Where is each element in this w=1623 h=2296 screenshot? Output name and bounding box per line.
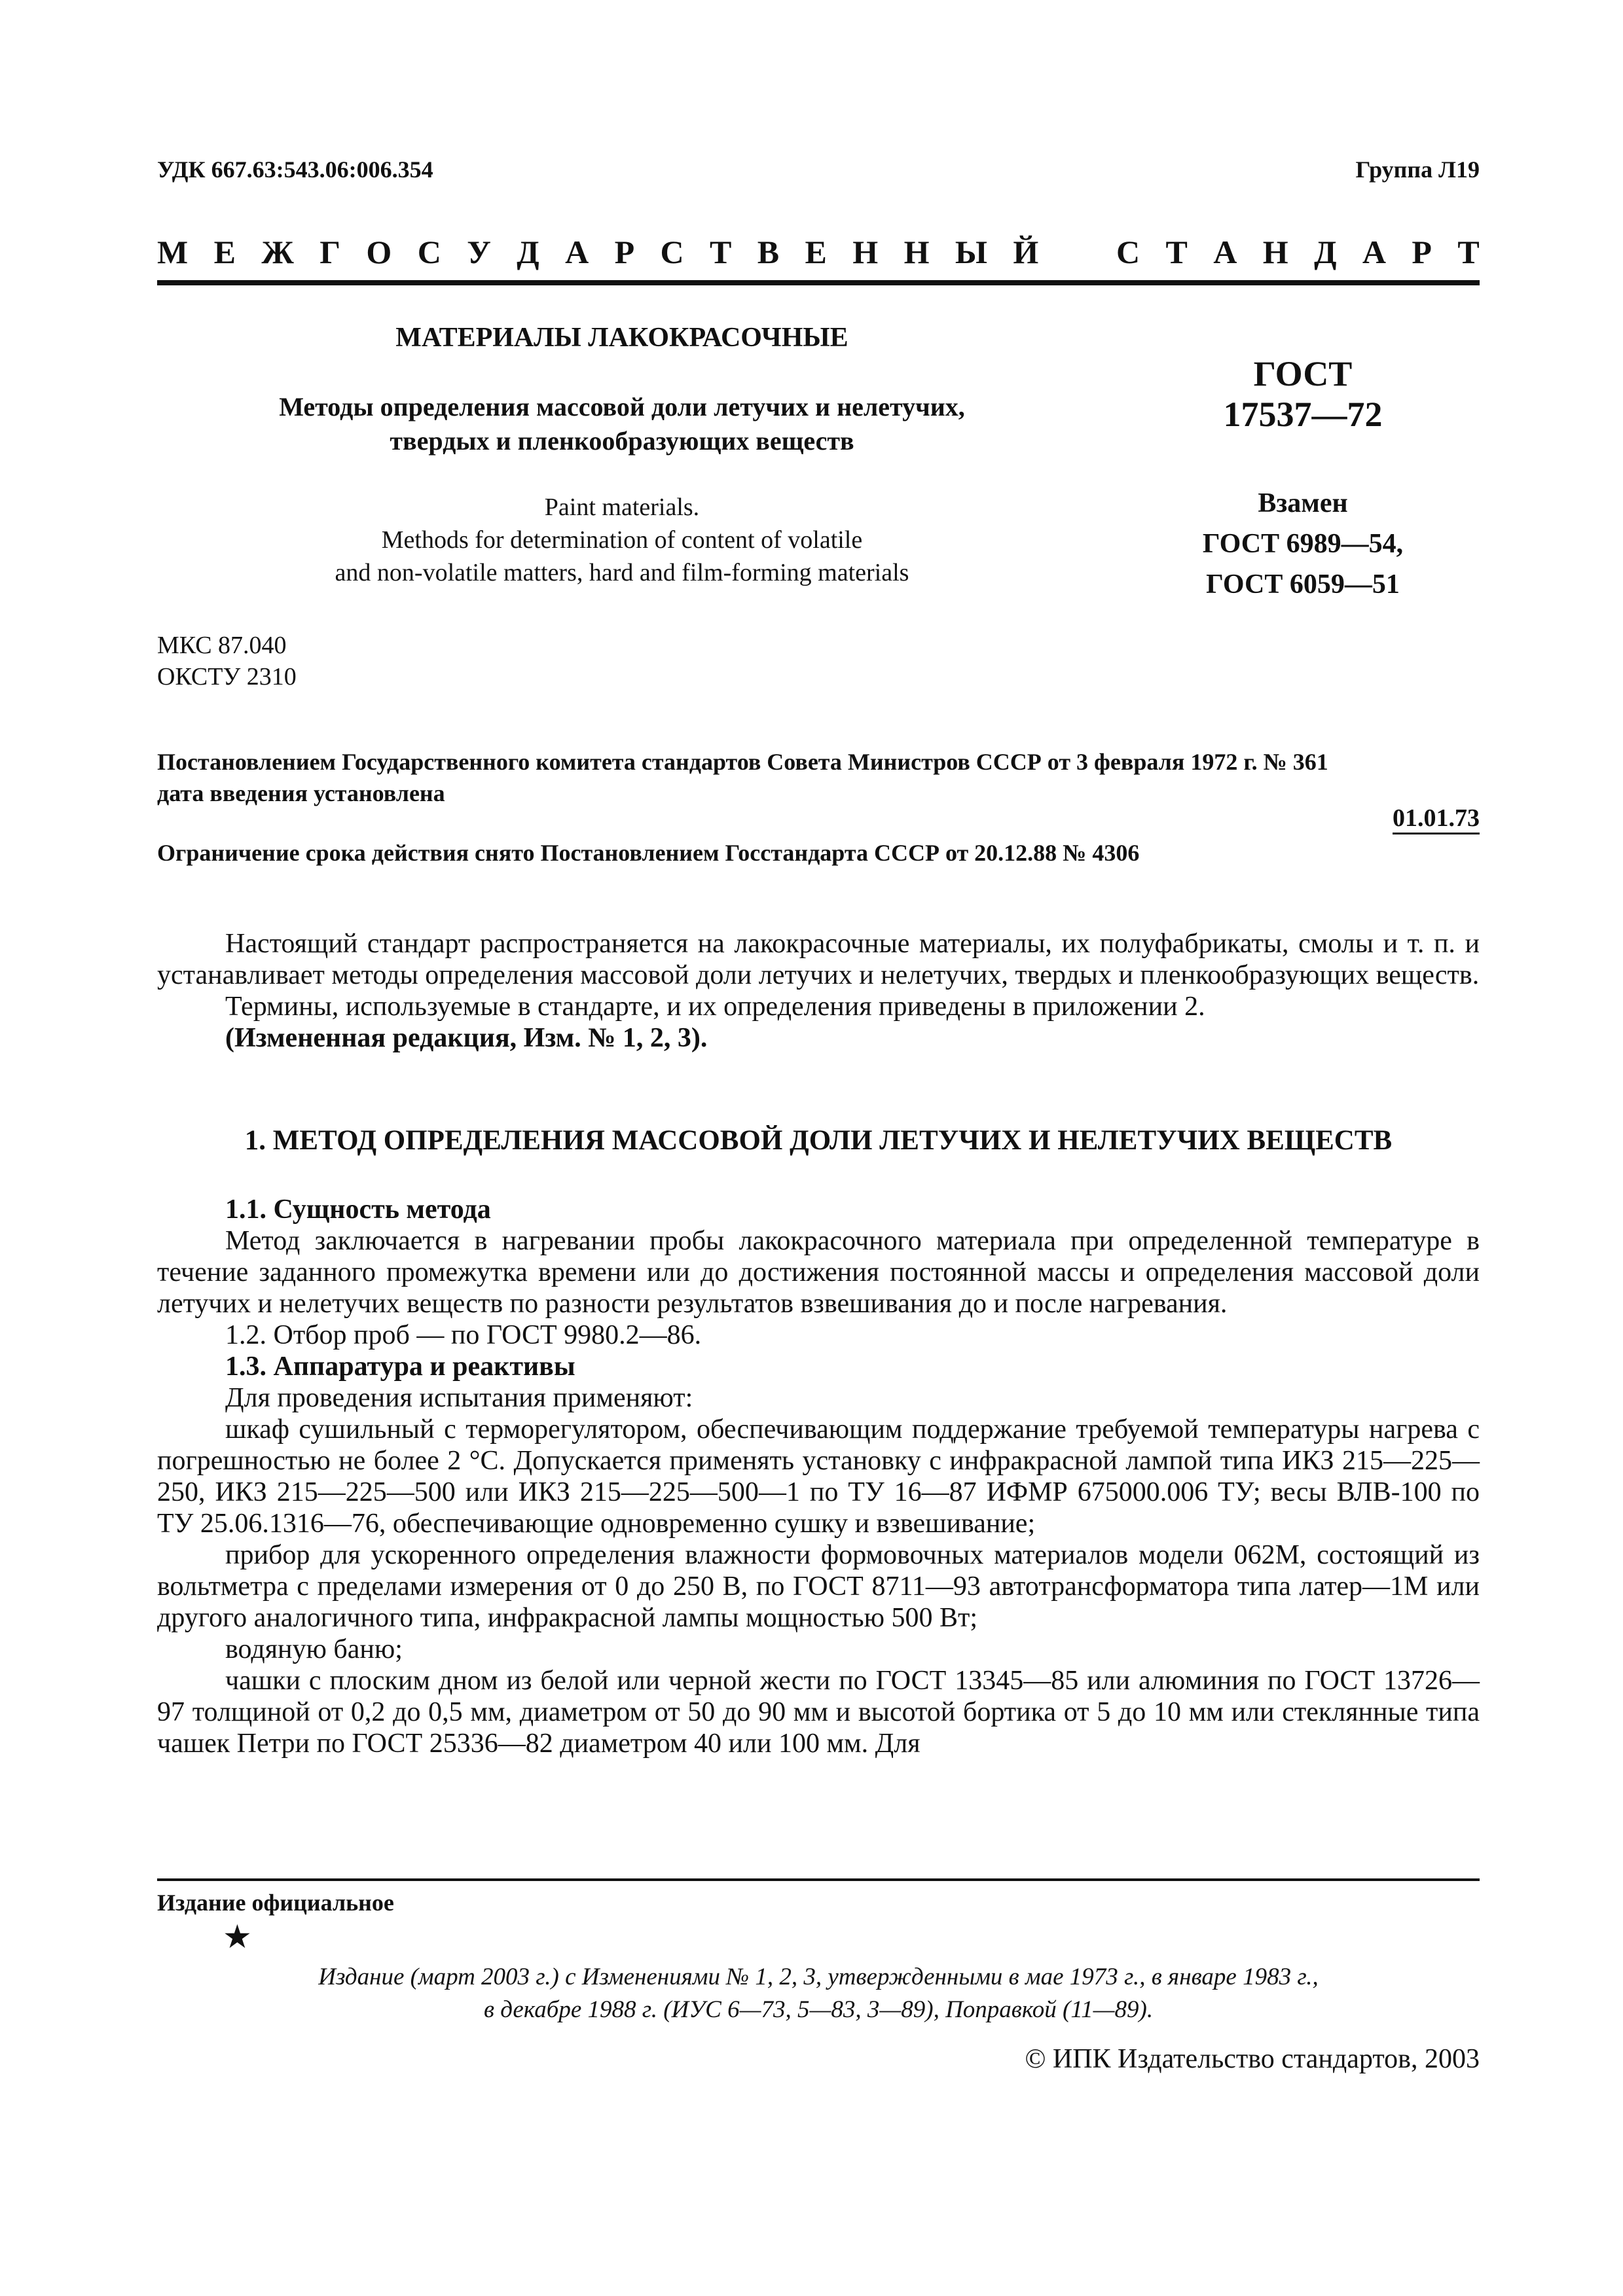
gost-number: 17537—72 xyxy=(1223,395,1383,434)
doc-title: МАТЕРИАЛЫ ЛАКОКРАСОЧНЫЕ xyxy=(395,323,848,353)
subsection-heading: 1.3. Аппаратура и реактивы xyxy=(225,1352,575,1382)
heading-letter: М xyxy=(157,234,189,270)
standard-type-heading xyxy=(157,233,1480,271)
heading-letter: А xyxy=(1362,234,1386,270)
replaces-gost: ГОСТ 6989—54, xyxy=(1202,529,1404,559)
edition-note-line: Издание (март 2003 г.) с Изменениями № 1, 2, 3, утвержденными в мае 1973 г., в январе 1983 г., xyxy=(318,1964,1319,1990)
subsection-heading: 1.1. Сущность метода xyxy=(225,1194,491,1225)
copyright: © ИПК Издательство стандартов, 2003 xyxy=(1025,2044,1480,2074)
heading-letter: С xyxy=(1116,234,1140,270)
mks-code: МКС 87.040 xyxy=(157,632,287,659)
decree-block xyxy=(157,746,1480,809)
heading-letter: В xyxy=(757,234,780,270)
heading-letter: Д xyxy=(517,234,539,270)
amendment-note: (Измененная редакция, Изм. № 1, 2, 3). xyxy=(225,1023,708,1053)
heading-letter: О xyxy=(366,234,392,270)
heading-letter: Г xyxy=(319,234,340,270)
doc-title-en-line: and non-volatile matters, hard and film-forming materials xyxy=(335,559,909,586)
classification-codes xyxy=(157,630,297,692)
heading-letter: Т xyxy=(1165,234,1188,270)
doc-subtitle xyxy=(157,390,1087,458)
effective-date: 01.01.73 xyxy=(1393,804,1480,834)
replaces-gost: ГОСТ 6059—51 xyxy=(1206,569,1400,600)
heading-letter: С xyxy=(660,234,684,270)
star-icon: ★ xyxy=(223,1918,252,1956)
doc-title-en xyxy=(157,491,1087,589)
subsection-text: 1.2. Отбор проб — по ГОСТ 9980.2—86. xyxy=(225,1320,702,1350)
subsection-text: Для проведения испытания применяют: xyxy=(225,1383,693,1413)
official-edition-label: Издание официальное xyxy=(157,1890,394,1916)
gost-label: ГОСТ xyxy=(1253,354,1353,393)
footer-rule xyxy=(157,1878,1480,1881)
edition-note-line: в декабре 1988 г. (ИУС 6—73, 5—83, 3—89), Поправкой (11—89). xyxy=(483,1996,1154,2023)
intro-section xyxy=(157,928,1480,1054)
limit-removed-text: Ограничение срока действия снято Постановлением Госстандарта СССР от 20.12.88 № 4306 xyxy=(157,840,1140,866)
header-row xyxy=(157,156,1480,195)
subsection-text: водяную баню; xyxy=(225,1634,403,1664)
doc-title-en-line: Methods for determination of content of volatile xyxy=(381,526,863,554)
decree-text: Постановлением Государственного комитета стандартов Совета Министров СССР от 3 февраля 1972 г. № 361 xyxy=(157,749,1328,775)
heading-letter: Е xyxy=(213,234,236,270)
edition-note xyxy=(157,1961,1480,2026)
heading-letter: Ж xyxy=(261,234,294,270)
heading-letter: Ы xyxy=(955,234,987,270)
heading-letter: Н xyxy=(903,234,930,270)
subsection-text: шкаф сушильный с терморегулятором, обеспечивающим поддержание требуемой температуры нагрева с погрешностью не более 2 °С. Допускается применять установку с инфракрасной лампой типа ИКЗ 215—225—250, ИКЗ 215—225—500 или ИКЗ 215—225—500—1 по ТУ 16—87 ИФМР 675000.006 ТУ; весы ВЛВ-100 по ТУ 25.06.1316—76, обеспечивающие одновременно сушку и взвешивание; xyxy=(157,1414,1480,1539)
decree-date-label: дата введения установлена xyxy=(157,780,445,806)
udk-code: УДК 667.63:543.06:006.354 xyxy=(157,156,433,183)
heading-letter: А xyxy=(1213,234,1237,270)
heading-letter: У xyxy=(467,234,491,270)
intro-paragraph: Настоящий стандарт распространяется на лакокрасочные материалы, их полуфабрикаты, смолы и т. п. и устанавливает методы определения массовой доли летучих и нелетучих, твердых и пленкообразующих веществ. xyxy=(157,929,1480,990)
subsection-text: прибор для ускоренного определения влажности формовочных материалов модели 062М, состоящий из вольтметра с пределами измерения от 0 до 250 В, по ГОСТ 8711—93 автотрансформатора типа латер—1М или другого аналогичного типа, инфракрасной лампы мощностью 500 Вт; xyxy=(157,1540,1480,1633)
doc-subtitle-line: твердых и пленкообразующих веществ xyxy=(390,426,854,456)
group-code: Группа Л19 xyxy=(1355,156,1480,183)
heading-letter: Р xyxy=(614,234,635,270)
heading-letter: Н xyxy=(1262,234,1288,270)
heading-letter: Р xyxy=(1412,234,1432,270)
heading-letter: Т xyxy=(1457,234,1480,270)
doc-title-en-line: Paint materials. xyxy=(544,493,700,521)
heading-letter: С xyxy=(417,234,441,270)
document-page xyxy=(157,0,1480,2296)
heading-letter: Е xyxy=(805,234,827,270)
gost-number-block xyxy=(1126,353,1480,435)
doc-subtitle-line: Методы определения массовой доли летучих и нелетучих, xyxy=(279,392,965,422)
subsection-text: чашки с плоским дном из белой или черной жести по ГОСТ 13345—85 или алюминия по ГОСТ 13726—97 толщиной от 0,2 до 0,5 мм, диаметром от 50 до 90 мм и высотой бортика от 5 до 10 мм или стеклянные типа чашек Петри по ГОСТ 25336—82 диаметром 40 или 100 мм. Для xyxy=(157,1666,1480,1759)
heading-letter: А xyxy=(565,234,589,270)
replaces-block xyxy=(1126,483,1480,605)
subsection-text: Метод заключается в нагревании пробы лакокрасочного материала при определенной температуре в течение заданного промежутка времени или до достижения постоянной массы и определения массовой доли летучих и нелетучих веществ по разности результатов взвешивания до и после нагревания. xyxy=(157,1226,1480,1319)
section-heading: 1. МЕТОД ОПРЕДЕЛЕНИЯ МАССОВОЙ ДОЛИ ЛЕТУЧИХ И НЕЛЕТУЧИХ ВЕЩЕСТВ xyxy=(244,1125,1393,1156)
intro-paragraph: Термины, используемые в стандарте, и их определения приведены в приложении 2. xyxy=(225,992,1205,1022)
heading-letter: Т xyxy=(710,234,732,270)
heading-letter: Н xyxy=(852,234,879,270)
replaces-label: Взамен xyxy=(1258,488,1348,518)
heading-rule xyxy=(157,280,1480,285)
heading-letter xyxy=(1065,233,1091,271)
okstu-code: ОКСТУ 2310 xyxy=(157,663,297,691)
section-body xyxy=(157,1194,1480,1759)
heading-letter: Д xyxy=(1314,234,1337,270)
heading-letter: Й xyxy=(1013,234,1039,270)
